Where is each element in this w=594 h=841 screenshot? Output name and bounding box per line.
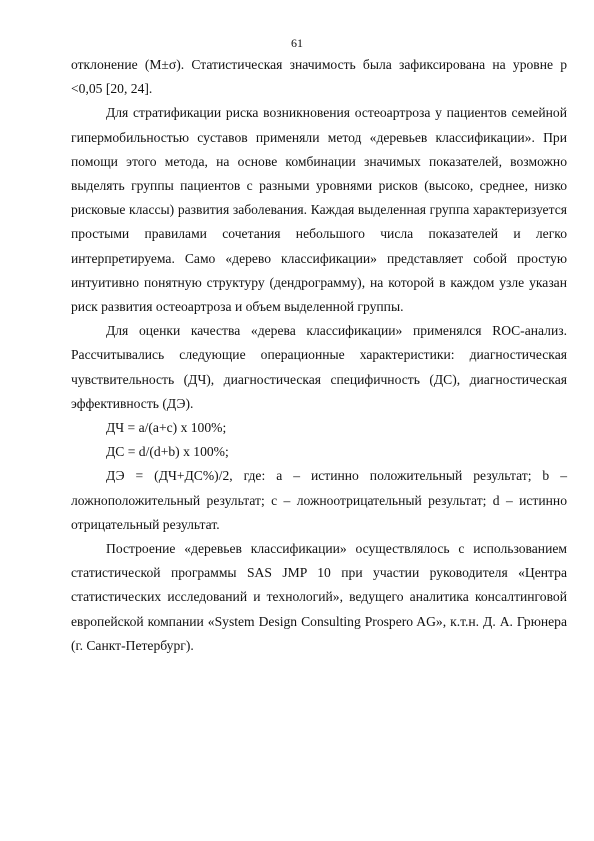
paragraph-classification-trees: Для стратификации риска возникновения остеоартроза у пациентов семейной гипермобильностью суставов применяли метод «деревьев классификации». При помощи этого метода, на основе комбинации значимых показателей, возможно выделять группы пациентов с разными уровнями рисков (высоко, среднее, низко рисковые классы) развития заболевания. Каждая выделенная группа характеризуется простыми правилами сочетания небольшого числа показателей и легко интерпретируема. Само «дерево классификации» представляет собой простую интуитивно понятную структуру (дендрограмму), на которой в каждом узле указан риск развития остеоартроза и объем выделенной группы. bbox=[71, 105, 567, 315]
formula-sensitivity: ДЧ = a/(a+c) x 100%; bbox=[106, 420, 227, 436]
paragraph-continuation: отклонение (M±σ). Статистическая значимость была зафиксирована на уровне p <0,05 [20, 24]. bbox=[71, 57, 567, 97]
page-number: 61 bbox=[291, 36, 303, 50]
paragraph-roc-analysis: Для оценки качества «дерева классификации» применялся ROC-анализ. Рассчитывались следующие операционные характеристики: диагностическая чувствительность (ДЧ), диагностическая специфичность (ДС), диагностическая эффективность (ДЭ). bbox=[71, 323, 567, 411]
formula-specificity: ДС = d/(d+b) x 100%; bbox=[106, 444, 229, 460]
paragraph-software: Построение «деревьев классификации» осуществлялось с использованием статистической программы SAS JMP 10 при участии руководителя «Центра статистических исследований и технологий», ведущего аналитика консалтинговой европейской компании «System Design Consulting Prospero AG», к.т.н. Д. А. Грюнера (г. Санкт-Петербург). bbox=[71, 541, 567, 653]
formula-efficiency: ДЭ = (ДЧ+ДС%)/2, где: а – истинно положительный результат; b – ложноположительный результат; c – ложноотрицательный результат; d – истинно отрицательный результат. bbox=[71, 468, 567, 532]
body-text bbox=[71, 53, 567, 658]
